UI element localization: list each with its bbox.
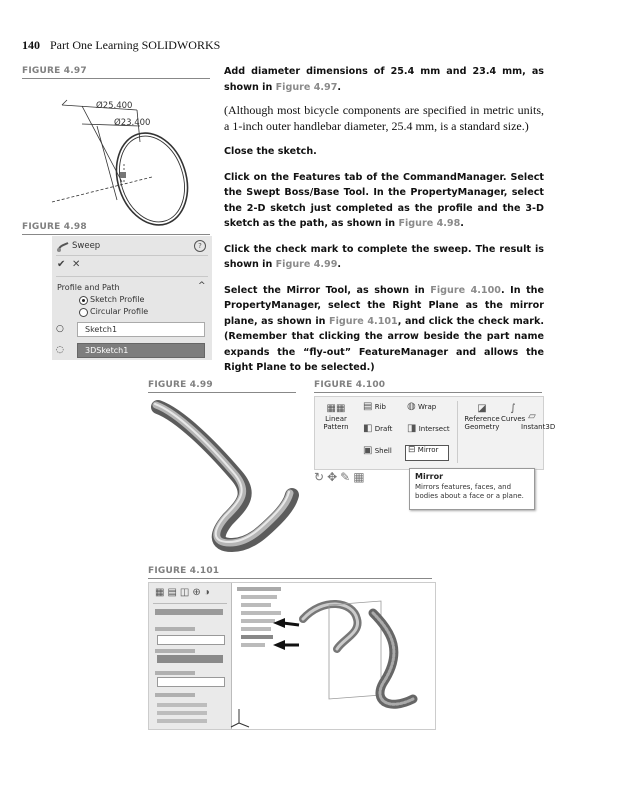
figure-4-101-label: FIGURE 4.101 [148,566,220,576]
linear-pattern-icon: ▦▦ [326,403,346,414]
rib-button[interactable]: ▤ Rib [363,401,386,412]
wrap-icon: ◍ [407,401,416,412]
collapse-chevron-icon[interactable]: ^ [198,281,206,291]
mirror-preview-drawing [233,583,435,729]
figure-rule [148,392,296,393]
divider [56,255,208,256]
page-header [22,38,220,53]
rib-icon: ▤ [363,401,373,412]
sweep-title: Sweep [72,241,101,251]
figure-4-99-handlebar-drawing [140,395,300,565]
dim-23-400: Ø23.400 [114,118,151,128]
ref-figure-4-100[interactable]: Figure 4.100 [430,284,501,296]
pan-icon[interactable]: ✥ [327,470,338,484]
intersect-icon: ◨ [407,423,417,434]
radio-circular-profile[interactable] [79,308,88,317]
reference-geometry-icon: ◪ [477,403,487,414]
profile-field[interactable] [77,322,205,337]
paragraph-note: (Although most bicycle components are specified in metric units, a 1-inch outer handlebar diameter, 25.4 mm, is a standard size.) [224,103,544,133]
figure-4-100-label: FIGURE 4.100 [314,380,386,390]
wrap-button[interactable]: ◍ Wrap [407,401,437,412]
heads-up-toolbar [314,470,404,486]
paragraph-close-sketch: Close the sketch. [224,146,317,157]
mirror-propertymanager [149,583,232,729]
path-field-value: 3DSketch1 [85,346,129,355]
ref-figure-4-101[interactable]: Figure 4.101 [329,315,398,327]
option-circular-profile: Circular Profile [90,307,149,316]
divider [56,276,208,277]
tab-icons[interactable]: ▦▤◫⊕◑ [155,587,213,598]
radio-sketch-profile[interactable] [79,296,88,305]
figure-rule [22,78,210,79]
intersect-button[interactable]: ◨ Intersect [407,423,450,434]
figure-4-98-label: FIGURE 4.98 [22,222,87,232]
paragraph-dimensions: Add diameter dimensions of 25.4 mm and 23.4 mm, as shown in Figure 4.97. [224,66,544,93]
body-text [224,64,544,376]
figure-rule [148,578,432,579]
figure-rule [22,234,210,235]
sweep-icon [56,240,70,252]
sweep-propertymanager [52,236,212,360]
tooltip-title: Mirror [415,472,444,481]
view-icon[interactable]: ▦ [353,470,365,484]
paragraph-mirror-tool: Select the Mirror Tool, as shown in Figure 4.100. In the PropertyManager, select the Right Plane as the mirror plane, as shown in Figure 4.101, and click the check mark. (Remember that clicking the arrow beside the part name expands the “fly-out” FeatureManager and allows the Right Plane to be selected.) [224,284,545,373]
shell-button[interactable]: ▣ Shell [363,445,392,456]
dim-25-400: Ø25.400 [96,101,133,111]
paragraph-check-mark: Click the check mark to complete the sweep. The result is shown in Figure 4.99. [224,243,544,270]
axis-triad-icon [231,709,249,727]
mirror-tooltip [409,468,535,510]
ref-figure-4-99[interactable]: Figure 4.99 [275,259,338,270]
figure-4-101-screenshot [148,582,436,730]
ref-figure-4-97[interactable]: Figure 4.97 [275,81,338,93]
option-sketch-profile: Sketch Profile [90,295,145,304]
paragraph-features-tab: Click on the Features tab of the CommandManager. Select the Swept Boss/Base Tool. In the PropertyManager, select the 2-D sketch just completed as the profile and the 3-D sketch as the path, as shown in Figure 4.98. [224,171,544,229]
draft-icon: ◧ [363,423,373,434]
tooltip-text: Mirrors features, faces, and bodies about a face or a plane. [415,483,524,500]
instant3d-button[interactable]: ▱ Instant3D [521,411,556,431]
mirror-icon: ⊟ [408,445,416,455]
figure-4-97-drawing [22,80,212,220]
figure-4-97-label: FIGURE 4.97 [22,66,87,76]
page-number: 140 [22,38,40,52]
ok-check-icon[interactable]: ✔ [57,259,66,270]
curves-button[interactable]: ∫ Curves [501,403,526,423]
command-manager-features [314,396,556,470]
path-field[interactable] [77,343,205,358]
draft-button[interactable]: ◧ Draft [363,423,393,434]
mirror-button[interactable]: ⊟ Mirror [405,445,449,461]
figure-4-99-label: FIGURE 4.99 [148,380,213,390]
linear-pattern-button[interactable]: ▦▦ Linear Pattern [319,403,353,431]
edit-icon[interactable]: ✎ [340,470,351,484]
profile-field-value: Sketch1 [85,325,118,334]
figure-rule [314,392,542,393]
reference-geometry-button[interactable]: ◪ Reference Geometry [461,403,503,431]
ref-figure-4-98[interactable]: Figure 4.98 [398,218,461,229]
path-icon: ◌ [56,345,64,355]
running-title: Part One Learning SOLIDWORKS [50,38,221,52]
profile-icon: ○ [56,324,64,334]
cancel-x-icon[interactable]: ✕ [72,259,81,270]
help-icon[interactable]: ? [194,240,206,252]
sketch-origin-marker [120,172,126,178]
instant3d-icon: ▱ [528,411,536,422]
rotate-icon[interactable]: ↻ [314,470,325,484]
shell-icon: ▣ [363,445,373,456]
curves-icon: ∫ [510,403,516,414]
separator [457,401,458,463]
section-profile-and-path: Profile and Path [57,283,120,292]
